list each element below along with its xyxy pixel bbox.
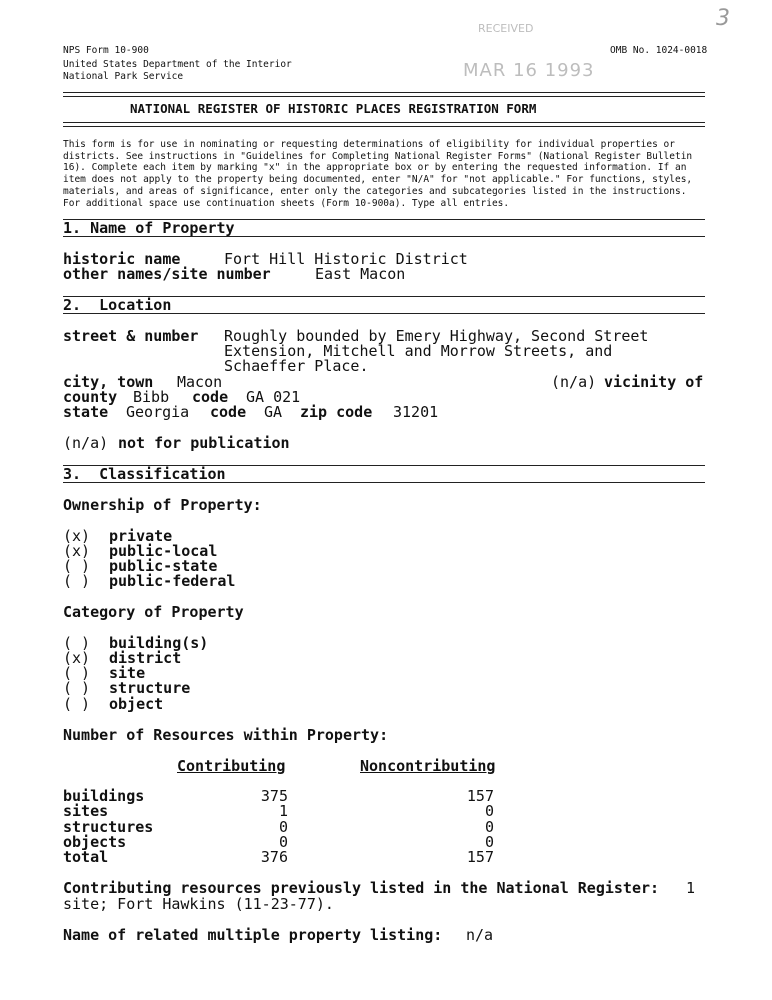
nfp-label: not for publication <box>118 434 290 452</box>
received-date-stamp: MAR 16 1993 <box>463 60 595 81</box>
category-label-district: district <box>109 649 182 667</box>
previously-listed-label: Contributing resources previously listed in the National Register: <box>63 879 660 897</box>
title-top-rule <box>63 92 705 97</box>
resource-label-buildings: buildings <box>63 787 145 805</box>
corner-mark: 3 <box>716 6 730 31</box>
section1-heading: 1. Name of Property <box>63 219 235 237</box>
section2-heading: 2. Location <box>63 296 172 314</box>
ownership-label-public-state: public-state <box>109 557 218 575</box>
county-value: Bibb <box>133 388 170 406</box>
category-heading: Category of Property <box>63 603 244 621</box>
section1-bottom-rule <box>63 236 705 237</box>
zip-value: 31201 <box>393 403 439 421</box>
historic-name-value: Fort Hill Historic District <box>224 250 468 268</box>
resource-contrib-structures: 0 <box>278 818 288 836</box>
resource-contrib-buildings: 375 <box>260 787 288 805</box>
city-label: city, town <box>63 373 154 391</box>
nfp-mark: (n/a) <box>63 434 109 452</box>
resource-contrib-total: 376 <box>260 848 288 866</box>
resource-contrib-objects: 0 <box>278 833 288 851</box>
state-value: Georgia <box>126 403 190 421</box>
multiple-listing-value: n/a <box>466 926 494 944</box>
category-mark-buildings: ( ) <box>63 634 91 652</box>
ownership-label-public-local: public-local <box>109 542 218 560</box>
title-bottom-rule <box>63 122 705 127</box>
other-names-value: East Macon <box>315 265 406 283</box>
vicinity-mark: (n/a) <box>551 373 597 391</box>
resource-label-structures: structures <box>63 818 154 836</box>
form-number: NPS Form 10-900 <box>63 45 149 56</box>
multiple-listing-label: Name of related multiple property listing: <box>63 926 443 944</box>
agency-line-1: United States Department of the Interior <box>63 59 292 70</box>
ownership-mark-public-local: (x) <box>63 542 91 560</box>
historic-name-label: historic name <box>63 250 181 268</box>
agency-line-2: National Park Service <box>63 71 184 82</box>
street-line-1: Roughly bounded by Emery Highway, Second Street <box>224 327 649 345</box>
col-contributing-header: Contributing <box>177 757 286 775</box>
resource-contrib-sites: 1 <box>278 802 288 820</box>
resource-label-total: total <box>63 848 109 866</box>
col-noncontributing-header: Noncontributing <box>360 757 496 775</box>
form-title: NATIONAL REGISTER OF HISTORIC PLACES REGISTRATION FORM <box>130 101 537 116</box>
resource-noncontrib-total: 157 <box>466 848 494 866</box>
category-mark-site: ( ) <box>63 664 91 682</box>
previously-listed-detail: site; Fort Hawkins (11-23-77). <box>63 895 334 913</box>
category-mark-district: (x) <box>63 649 91 667</box>
category-mark-object: ( ) <box>63 695 91 713</box>
previously-listed-count: 1 <box>686 879 696 897</box>
county-code-label: code <box>192 388 229 406</box>
state-code-label: code <box>210 403 247 421</box>
ownership-mark-public-state: ( ) <box>63 557 91 575</box>
resource-noncontrib-sites: 0 <box>484 802 494 820</box>
category-label-object: object <box>109 695 164 713</box>
category-label-structure: structure <box>109 679 191 697</box>
resource-label-sites: sites <box>63 802 109 820</box>
county-label: county <box>63 388 118 406</box>
vicinity-label: vicinity of <box>604 373 704 391</box>
category-label-buildings: building(s) <box>109 634 209 652</box>
category-mark-structure: ( ) <box>63 679 91 697</box>
received-stamp: RECEIVED <box>478 22 534 35</box>
ownership-mark-private: (x) <box>63 527 91 545</box>
ownership-label-public-federal: public-federal <box>109 572 236 590</box>
ownership-label-private: private <box>109 527 173 545</box>
section2-bottom-rule <box>63 313 705 314</box>
zip-label: zip code <box>300 403 373 421</box>
street-line-3: Schaeffer Place. <box>224 357 369 375</box>
street-label: street & number <box>63 327 199 345</box>
state-code-value: GA <box>264 403 283 421</box>
omb-number: OMB No. 1024-0018 <box>610 45 708 56</box>
resources-heading: Number of Resources within Property: <box>63 726 389 744</box>
section3-heading: 3. Classification <box>63 465 226 483</box>
ownership-mark-public-federal: ( ) <box>63 572 91 590</box>
state-label: state <box>63 403 109 421</box>
city-value: Macon <box>177 373 223 391</box>
category-label-site: site <box>109 664 146 682</box>
instructions-paragraph: This form is for use in nominating or requesting determinations of eligibility for individual properties or districts. See instructions in "Guidelines for Completing National Register Forms" (National Register Bulletin 16). Complete each item by marking "x" in the appropriate box or by entering the requested information. If an item does not apply to the property being documented, enter "N/A" for "not applicable." For functions, styles, materials, and areas of significance, enter only the categories and subcategories listed in the instructions. For additional space use continuation sheets (Form 10-900a). Type all entries. <box>63 139 693 209</box>
ownership-heading: Ownership of Property: <box>63 496 262 514</box>
resource-noncontrib-buildings: 157 <box>466 787 494 805</box>
resource-noncontrib-objects: 0 <box>484 833 494 851</box>
other-names-label: other names/site number <box>63 265 271 283</box>
county-code-value: GA 021 <box>246 388 301 406</box>
resource-label-objects: objects <box>63 833 127 851</box>
street-line-2: Extension, Mitchell and Morrow Streets, and <box>224 342 613 360</box>
section3-bottom-rule <box>63 482 705 483</box>
resource-noncontrib-structures: 0 <box>484 818 494 836</box>
